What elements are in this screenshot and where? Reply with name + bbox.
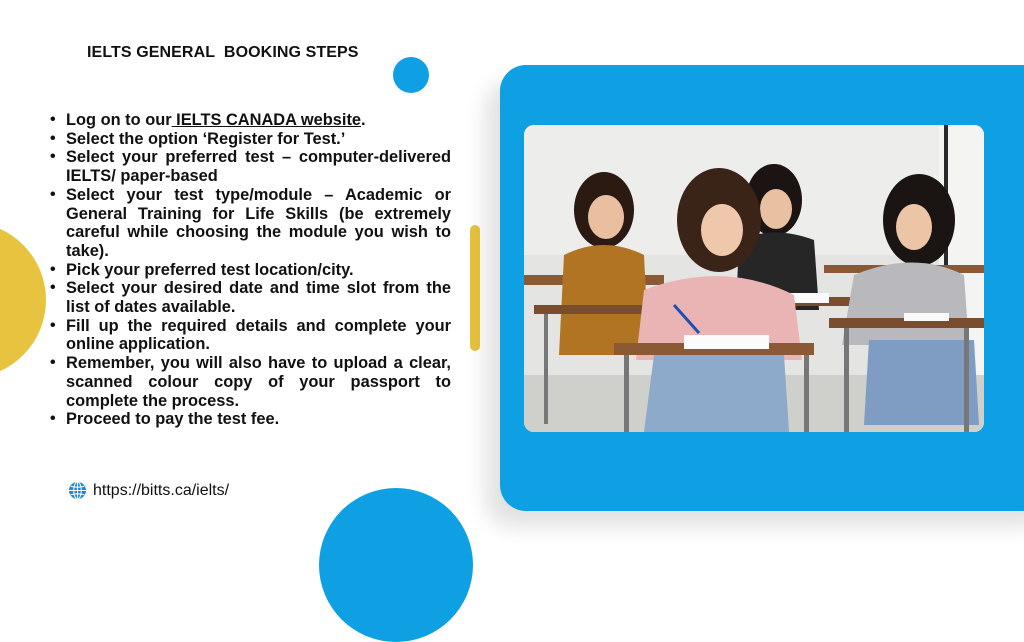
list-item: • Proceed to pay the test fee.: [48, 410, 451, 429]
list-item: • Select your desired date and time slot from the list of dates available.: [48, 279, 451, 316]
decorative-blue-dot: [393, 57, 429, 93]
website-link-row[interactable]: [68, 481, 229, 500]
list-item: • Remember, you will also have to upload a clear, scanned colour copy of your passport to complete the process.: [48, 354, 451, 410]
list-item: • Select the option ‘Register for Test.’: [48, 130, 451, 149]
website-url[interactable]: https://bitts.ca/ielts/: [93, 481, 230, 499]
students-exam-photo: [524, 125, 984, 432]
list-item: [48, 111, 451, 130]
step-text-suffix: .: [361, 111, 366, 129]
list-item: • Select your preferred test – computer-delivered IELTS/ paper-based: [48, 148, 451, 185]
step-text: Log on to our: [66, 111, 172, 129]
list-item: • Select your test type/module – Academic or General Training for Life Skills (be extremely careful while choosing the module you wish to take).: [48, 186, 451, 261]
page-title: IELTS GENERAL BOOKING STEPS: [87, 44, 359, 61]
decorative-yellow-circle: [0, 222, 46, 378]
globe-icon: [68, 481, 87, 500]
list-item: • Pick your preferred test location/city.: [48, 261, 451, 280]
ielts-canada-link[interactable]: IELTS CANADA website: [171, 111, 362, 129]
decorative-yellow-bar: [470, 225, 480, 351]
list-item: • Fill up the required details and complete your online application.: [48, 317, 451, 354]
booking-steps-list: [48, 111, 451, 429]
decorative-blue-circle: [319, 488, 473, 642]
